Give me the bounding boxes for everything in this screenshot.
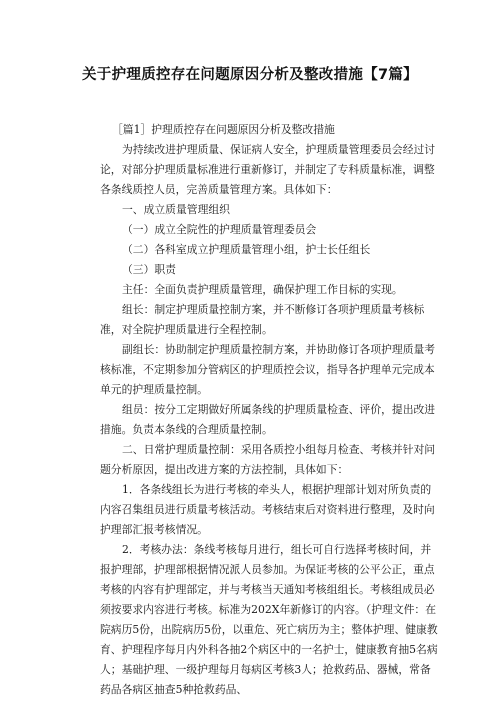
paragraph: 主任：全面负责护理质量管理，确保护理工作目标的实现。 — [122, 283, 403, 296]
paragraph: 2．考核办法：条线考核每月进行，组长可自行选择考核时间，并报护理部，护理部根据情况派人员参加。为保证考核的公平公正，重点考核的内容有护理部定，并与考核当天通知考核组组长。考核组成员必须按要求内容进行考核。标准为202X年新修订的内容。（护理文件：在院病历5份，出院病历5份，以重危、死亡病历为主；整体护理、健康教育、护理程序每月内外科各抽2个病区中的一名护士，健康教育抽5名病人；基础护理、一级护理每月每病区考核3人；抢救药品、器械，常备药品各病区抽查5种抢救药品、 — [100, 543, 438, 696]
document-title: 关于护理质控存在问题原因分析及整改措施【7篇】 — [82, 67, 418, 83]
paragraph: 二、日常护理质量控制：采用各质控小组每月检查、考核并针对问题分析原因，提出改进方案的方法控制，具体如下： — [100, 443, 436, 476]
sub-heading: （二）各科室成立护理质量管理小组，护士长任组长 — [122, 243, 371, 256]
sub-heading: （一）成立全院性的护理质量管理委员会 — [122, 223, 317, 236]
sub-heading: （三）职责 — [122, 263, 176, 276]
document-body — [100, 120, 440, 700]
paragraph: 组长：制定护理质量控制方案，并不断修订各项护理质量考核标准，对全院护理质量进行全程控制。 — [100, 303, 425, 336]
paragraph: 为持续改进护理质量、保证病人安全，护理质量管理委员会经过讨论，对部分护理质量标准进行重新修订，并制定了专科质量标准，调整各条线质控人员，完善质量管理方案。具体如下： — [100, 143, 436, 196]
paragraph: 组员：按分工定期做好所属条线的护理质量检查、评价，提出改进措施。负责本条线的合理质量控制。 — [100, 403, 436, 436]
paragraph: 1．各条线组长为进行考核的牵头人，根据护理部计划对所负责的内容召集组员进行质量考核活动。考核结束后对资料进行整理，及时向护理部汇报考核情况。 — [100, 483, 435, 536]
heading-organization: 一、成立质量管理组织 — [122, 203, 230, 216]
paragraph: 副组长：协助制定护理质量控制方案，并协助修订各项护理质量考核标准，不定期参加分管病区的护理质控会议，指导各护理单元完成本单元的护理质量控制。 — [100, 343, 436, 396]
section-heading: ［篇1］护理质控存在问题原因分析及整改措施 — [112, 123, 335, 136]
